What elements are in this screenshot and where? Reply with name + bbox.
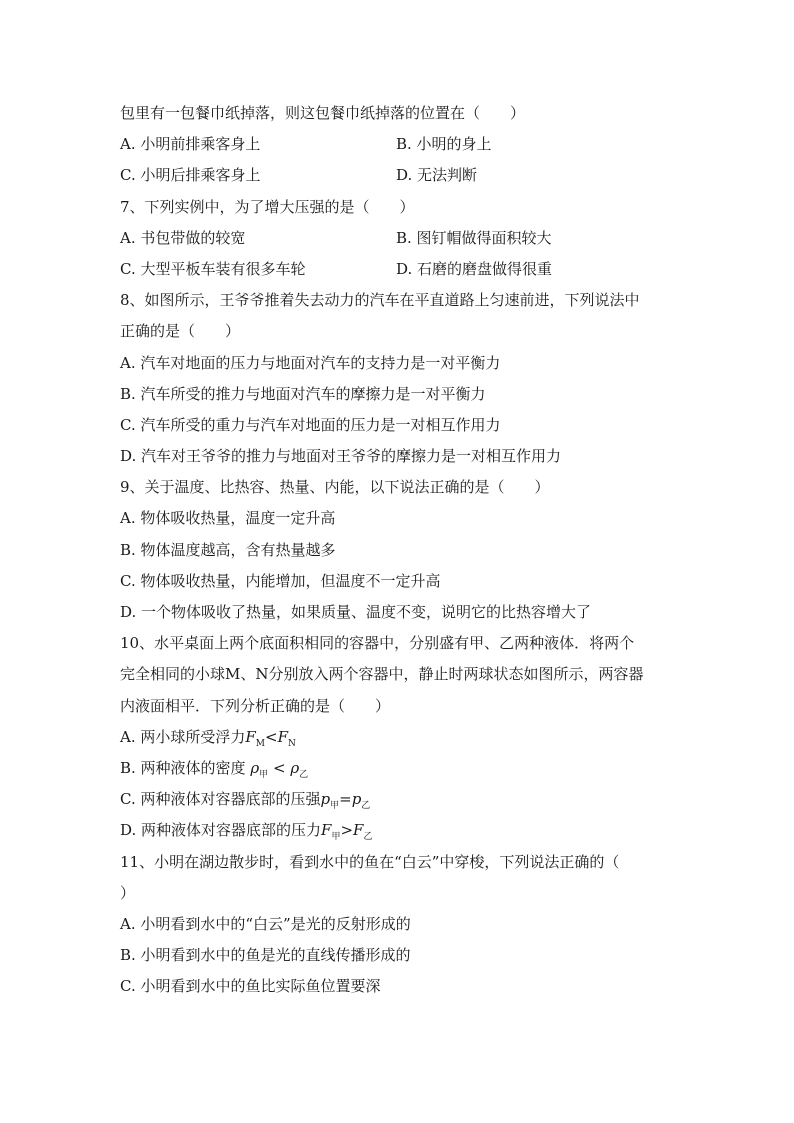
q10-option-c-text: C. 两种液体对容器底部的压强 bbox=[120, 790, 321, 809]
q8-option-a: A. 汽车对地面的压力与地面对汽车的支持力是一对平衡力 bbox=[120, 353, 501, 372]
q11-option-a: A. 小明看到水中的“白云”是光的反射形成的 bbox=[120, 914, 411, 933]
q11-option-b: B. 小明看到水中的鱼是光的直线传播形成的 bbox=[120, 946, 411, 965]
formula-subscript: N bbox=[288, 738, 296, 749]
q9-option-d: D. 一个物体吸收了热量，如果质量、温度不变，说明它的比热容增大了 bbox=[120, 603, 592, 621]
q11-stem-line-2: ） bbox=[120, 883, 136, 902]
formula-symbol: ρ bbox=[290, 758, 300, 777]
formula-symbol: F bbox=[321, 821, 332, 840]
formula-subscript: 乙 bbox=[363, 832, 373, 843]
q7-option-a: A. 书包带做的较宽 bbox=[120, 228, 246, 247]
q10-option-a-formula bbox=[245, 727, 296, 749]
formula-operator: < bbox=[265, 727, 278, 746]
q7-options-row-2 bbox=[120, 254, 680, 285]
q6-options-row-1 bbox=[120, 129, 680, 160]
q9-option-c: C. 物体吸收热量，内能增加，但温度不一定升高 bbox=[120, 571, 441, 590]
formula-symbol: F bbox=[353, 821, 364, 840]
formula-subscript: 甲 bbox=[259, 769, 269, 780]
q7-option-c: C. 大型平板车装有很多车轮 bbox=[120, 259, 306, 278]
q7-option-b: B. 图钉帽做得面积较大 bbox=[396, 228, 552, 247]
formula-operator: > bbox=[340, 821, 354, 840]
q10-option-b-text: B. 两种液体的密度 bbox=[120, 758, 246, 777]
q10-stem-line-3: 内液面相平．下列分析正确的是（ ） bbox=[120, 696, 391, 715]
q11-stem-line-1: 11、小明在湖边散步时，看到水中的鱼在“白云”中穿梭，下列说法正确的（ bbox=[120, 852, 620, 871]
q10-option-b bbox=[120, 753, 680, 784]
q6-options-row-2 bbox=[120, 160, 680, 191]
q10-option-b-formula bbox=[246, 758, 309, 780]
q6-option-d: D. 无法判断 bbox=[396, 166, 478, 185]
formula-subscript: 甲 bbox=[331, 832, 341, 843]
q10-option-a bbox=[120, 722, 680, 753]
formula-operator: = bbox=[339, 790, 352, 809]
q10-option-d bbox=[120, 815, 680, 846]
q6-option-a: A. 小明前排乘客身上 bbox=[120, 135, 261, 154]
q10-stem-line-1: 10、水平桌面上两个底面积相同的容器中，分别盛有甲、乙两种液体．将两个 bbox=[120, 634, 635, 653]
q8-stem-line-1: 8、如图所示，王爷爷推着失去动力的汽车在平直道路上匀速前进，下列说法中 bbox=[120, 291, 640, 310]
q9-option-b: B. 物体温度越高，含有热量越多 bbox=[120, 540, 336, 559]
formula-subscript: 甲 bbox=[330, 801, 340, 812]
q6-stem-continuation: 包里有一包餐巾纸掉落，则这包餐巾纸掉落的位置在（ ） bbox=[120, 104, 526, 122]
q8-option-c: C. 汽车所受的重力与汽车对地面的压力是一对相互作用力 bbox=[120, 415, 501, 434]
formula-operator: < bbox=[272, 758, 286, 777]
q10-stem-line-2: 完全相同的小球M、N分别放入两个容器中，静止时两球状态如图所示，两容器 bbox=[120, 665, 644, 684]
q8-stem-line-2: 正确的是（ ） bbox=[120, 322, 241, 341]
formula-symbol: p bbox=[320, 790, 331, 809]
formula-symbol: F bbox=[245, 727, 256, 746]
q9-stem: 9、关于温度、比热容、热量、内能，以下说法正确的是（ ） bbox=[120, 478, 550, 497]
q7-option-d: D. 石磨的磨盘做得很重 bbox=[396, 259, 553, 278]
q8-option-b: B. 汽车所受的推力与地面对汽车的摩擦力是一对平衡力 bbox=[120, 384, 486, 403]
q7-stem: 7、下列实例中，为了增大压强的是（ ） bbox=[120, 197, 415, 216]
q10-option-c-formula bbox=[320, 790, 371, 812]
formula-symbol: ρ bbox=[250, 758, 260, 777]
formula-symbol: F bbox=[277, 727, 289, 746]
q9-option-a: A. 物体吸收热量，温度一定升高 bbox=[120, 509, 336, 528]
q6-option-c: C. 小明后排乘客身上 bbox=[120, 166, 261, 185]
q6-option-b: B. 小明的身上 bbox=[396, 135, 492, 154]
q8-option-d: D. 汽车对王爷爷的推力与地面对王爷爷的摩擦力是一对相互作用力 bbox=[120, 447, 562, 466]
formula-subscript: 乙 bbox=[361, 801, 371, 812]
document-page bbox=[120, 98, 680, 1002]
q11-option-c: C. 小明看到水中的鱼比实际鱼位置要深 bbox=[120, 977, 381, 996]
formula-subscript: 乙 bbox=[299, 769, 309, 780]
q10-option-d-formula bbox=[321, 821, 373, 843]
q7-options-row-1 bbox=[120, 223, 680, 254]
formula-symbol: p bbox=[351, 790, 362, 809]
q10-option-c bbox=[120, 784, 680, 815]
q10-option-a-text: A. 两小球所受浮力 bbox=[120, 727, 246, 746]
formula-subscript: M bbox=[255, 738, 266, 749]
q10-option-d-text: D. 两种液体对容器底部的压力 bbox=[120, 821, 322, 840]
